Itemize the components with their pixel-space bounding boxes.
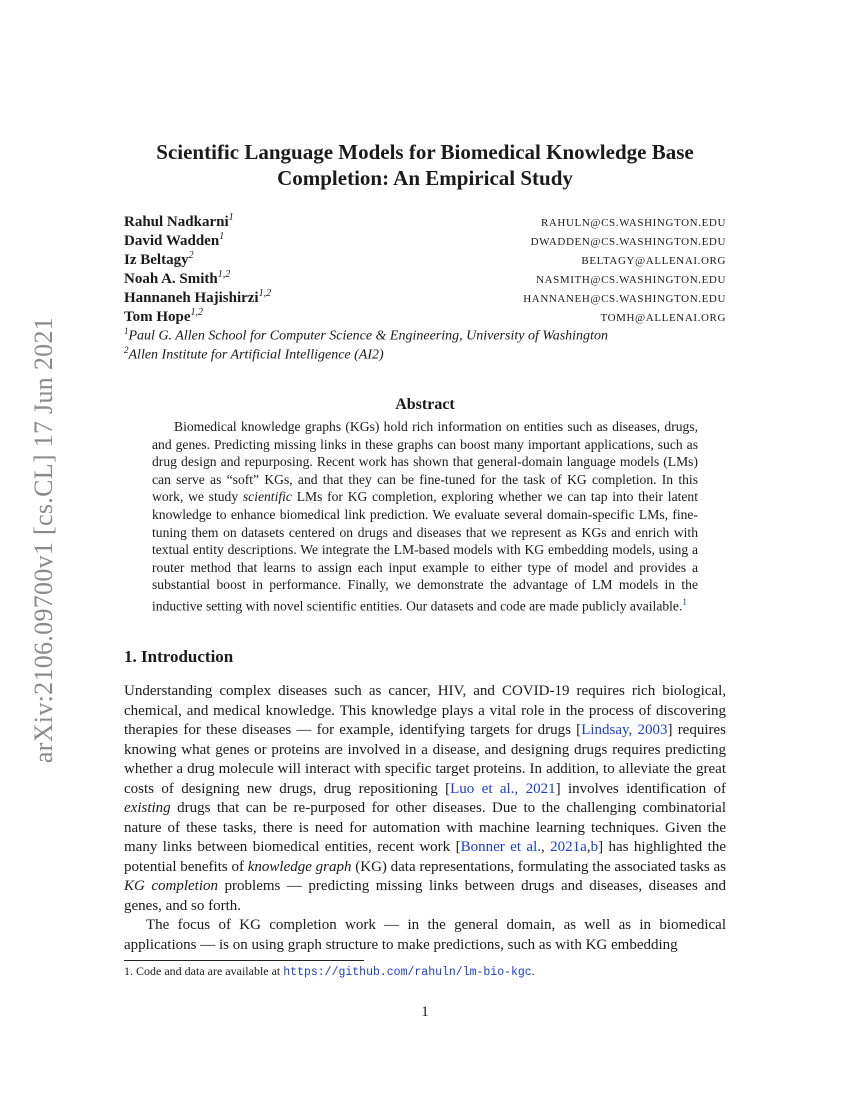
author-name: Iz Beltagy xyxy=(124,252,189,268)
affiliation-mark: 1 xyxy=(124,326,129,336)
text-run: Understanding complex diseases such as cancer, HIV, and COVID-19 requires rich biological, chemical, and medical knowledge. This knowledge plays a vital role in the process of discovering therapies for these diseases — for example, identifying targets for drugs [ xyxy=(124,683,726,738)
author-name: David Wadden xyxy=(124,233,220,249)
footnote-link[interactable]: 1 xyxy=(682,596,687,607)
author-email: BELTAGY@ALLENAI.ORG xyxy=(581,255,726,267)
footnote-end: . xyxy=(531,964,535,978)
section-heading-introduction: 1. Introduction xyxy=(124,647,234,666)
abstract-emphasis: scientific xyxy=(242,489,292,505)
footnote-text: Code and data are available at xyxy=(133,964,284,978)
author-email: TOMH@ALLENAI.ORG xyxy=(600,312,726,324)
author-affiliation-mark: 1,2 xyxy=(258,288,272,299)
paragraph-1 xyxy=(124,682,726,916)
author-email: NASMITH@CS.WASHINGTON.EDU xyxy=(536,274,726,286)
author-email: RAHULN@CS.WASHINGTON.EDU xyxy=(540,217,726,229)
text-run: ] requires knowing what genes or proteins are involved in a disease, and designing drugs requires predicting whether a drug molecule will interact with specific target proteins. In addition, to alleviate the great costs of designing new drugs, drug repositioning [ xyxy=(124,722,727,797)
citation-link-bonner[interactable]: Bonner et al. xyxy=(460,839,541,855)
citation-link-luo[interactable]: Luo et al., 2021 xyxy=(450,780,556,797)
paper-title xyxy=(100,139,750,191)
author-email: DWADDEN@CS.WASHINGTON.EDU xyxy=(530,236,726,248)
title-line-2: Completion: An Empirical Study xyxy=(277,166,573,190)
affiliation-text: Allen Institute for Artificial Intelligence (AI2) xyxy=(128,347,384,363)
abstract-heading: Abstract xyxy=(395,396,455,413)
author-affiliation-mark: 1 xyxy=(219,231,225,242)
footnote-number: 1. xyxy=(124,964,133,978)
author-email: HANNANEH@CS.WASHINGTON.EDU xyxy=(523,293,726,305)
citation-link-2021b[interactable]: b xyxy=(590,839,599,855)
text-run: ] involves identification of xyxy=(555,780,726,797)
affiliation-text: Paul G. Allen School for Computer Science & Engineering, University of Washington xyxy=(128,328,608,344)
text-run: problems — predicting missing links between drugs and diseases, diseases and genes, and so forth. xyxy=(124,878,726,914)
affiliation-mark: 2 xyxy=(124,345,129,355)
text-run: , xyxy=(541,839,551,855)
author-name: Noah A. Smith xyxy=(124,271,218,287)
author-name: Hannaneh Hajishirzi xyxy=(124,290,259,306)
author-row xyxy=(124,212,726,231)
text-run: drugs that can be re-purposed for other diseases. Due to the challenging combinatorial nature of these tasks, there is need for automation with machine learning techniques. Given the many links between biomedical entities, recent work [ xyxy=(124,800,726,855)
citation-link-2021a[interactable]: 2021a xyxy=(550,839,587,855)
introduction-body xyxy=(124,682,726,955)
text-run: , xyxy=(586,839,591,855)
author-block xyxy=(124,212,726,364)
author-row xyxy=(124,307,726,326)
footnote xyxy=(124,964,726,979)
author-row xyxy=(124,269,726,288)
arxiv-identifier-stamp xyxy=(26,300,62,780)
author-affiliation-mark: 2 xyxy=(188,250,194,261)
page-number: 1 xyxy=(421,1004,429,1020)
emphasis-knowledge-graph: knowledge graph xyxy=(247,858,352,875)
abstract-body xyxy=(152,418,698,615)
citation-link-lindsay[interactable]: Lindsay, 2003 xyxy=(581,722,668,738)
footnote-divider xyxy=(124,960,364,961)
author-affiliation-mark: 1,2 xyxy=(217,269,231,280)
text-run: (KG) data representations, formulating the associated tasks as xyxy=(351,858,727,875)
abstract-text-part-b: LMs for KG completion, exploring whether we can tap into their latent knowledge to enhance biomedical link prediction. We evaluate several domain-specific LMs, fine-tuning them on datasets centered on drugs and diseases that we represent as KGs and enrich with textual entity descriptions. We integrate the LM-based models with KG embedding models, using a router method that learns to assign each input example to either type of model and provides a substantial boost in performance. Finally, we demonstrate the advantage of LM models in the inductive setting with novel scientific entities. Our datasets and code are made publicly available. xyxy=(152,489,698,614)
paragraph-2: The focus of KG completion work — in the general domain, as well as in biomedical applications — is on using graph structure to make predictions, such as with KG embedding xyxy=(124,917,726,953)
author-row xyxy=(124,288,726,307)
title-line-1: Scientific Language Models for Biomedical Knowledge Base xyxy=(156,140,694,164)
author-name: Rahul Nadkarni xyxy=(124,214,229,230)
author-name: Tom Hope xyxy=(124,309,191,325)
author-affiliation-mark: 1,2 xyxy=(190,307,204,318)
author-row xyxy=(124,250,726,269)
emphasis-kg-completion: KG completion xyxy=(124,878,219,894)
abstract-text-part-a: Biomedical knowledge graphs (KGs) hold rich information on entities such as diseases, drugs, and genes. Predicting missing links in these graphs can boost many important applications, such as drug design and repurposing. Recent work has shown that general-domain language models (LMs) can serve as “soft” KGs, and that they can be fine-tuned for the task of KG completion. In this work, we study xyxy=(152,419,698,505)
author-affiliation-mark: 1 xyxy=(228,212,234,223)
code-repository-link[interactable]: https://github.com/rahuln/lm-bio-kgc xyxy=(283,966,532,979)
arxiv-id: arXiv:2106.09700v1 [cs.CL] 17 Jun 2021 xyxy=(29,316,58,764)
affiliation-1 xyxy=(124,326,726,345)
emphasis-existing: existing xyxy=(124,800,171,816)
affiliation-2 xyxy=(124,345,726,364)
author-row xyxy=(124,231,726,250)
text-run: ] has highlighted the potential benefits of xyxy=(124,839,726,875)
